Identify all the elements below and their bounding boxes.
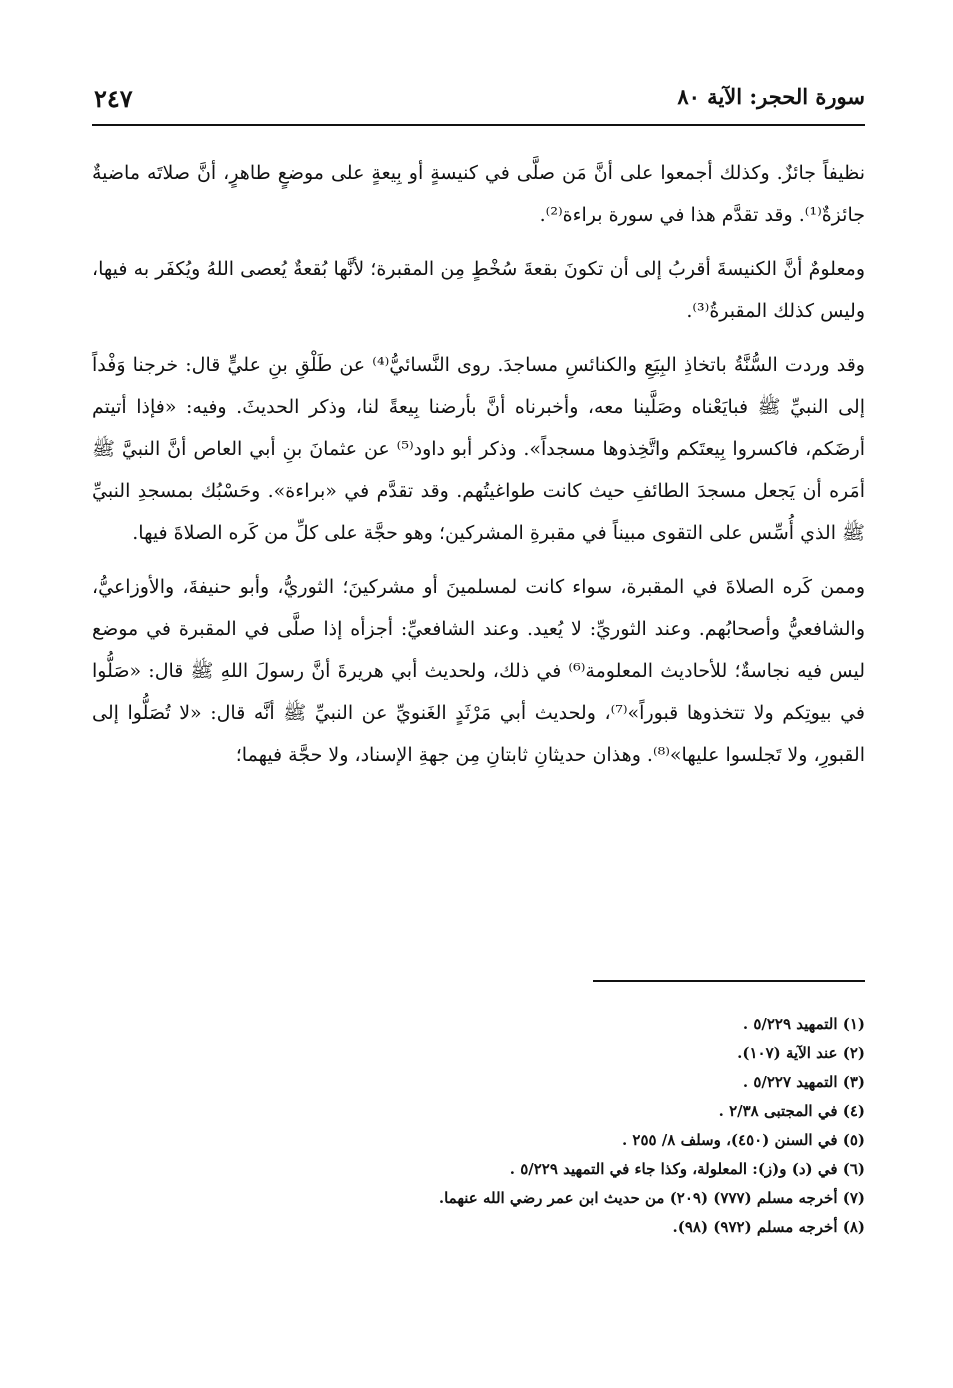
footnote-separator	[593, 980, 865, 982]
footnotes	[265, 1010, 865, 1242]
footnote-1: (١) التمهيد ٥/٢٢٩ .	[742, 1015, 865, 1033]
paragraph-4: وممن كَره الصلاةَ في المقبرة، سواء كانت لمسلمينَ أو مشركينَ؛ الثوريُّ، وأبو حنيفةَ، والأوزاعيُّ، والشافعيُّ وأصحابُهم. وعند الثوريِّ: لا يُعيد. وعند الشافعيِّ: أجزأه إذا صلَّى في المقبرة في موضع ليس فيه نجاسةٌ؛ للأحاديث المعلومة⁽⁶⁾ في ذلك، ولحديث أبي هريرةَ أنَّ رسولَ اللهِ ﷺ قال: «صَلُّوا في بيوتِكم ولا تتخذوها قبوراً»⁽⁷⁾، ولحديث أبي مَرْثَدٍ الغَنويِّ عن النبيِّ ﷺ أنَّه قال: «لا تُصَلُّوا إلى القبورِ، ولا تَجلسوا عليها»⁽⁸⁾. وهذان حديثانِ ثابتانِ مِن جهةِ الإسناد، ولا حجَّة فيهما؛	[92, 576, 865, 766]
header-title: سورة الحجر: الآية ٨٠	[677, 84, 865, 109]
footnote-4: (٤) في المجتبى ٢/٣٨ .	[718, 1102, 865, 1120]
paragraph-3: وقد وردت السُّنَّةُ باتخاذِ البِيَعِ والكنائسِ مساجدَ. روى النَّسائيُّ⁽⁴⁾ عن طَلْقِ بنِ عليٍّ قال: خرجنا وَفْداً إلى النبيِّ ﷺ فبايَعْناه وصَلَّينا معه، وأخبرناه أنَّ بأرضنا بِيعةً لنا، وذكر الحديثَ. وفيه: «فإذا أتيتم أرضَكم، فاكسروا بِيعتَكم واتَّخِذوها مسجداً». وذكر أبو داود⁽⁵⁾ عن عثمانَ بنِ أبي العاص أنَّ النبيَّ ﷺ أمَره أن يَجعل مسجدَ الطائفِ حيث كانت طواغيتُهم. وقد تقدَّم في «براءة». وحَسْبُك بمسجدِ النبيِّ ﷺ الذي أُسِّس على التقوى مبيناً في مقبرةِ المشركين؛ وهو حجَّة على كلِّ من كَره الصلاةَ فيها.	[92, 354, 865, 544]
running-header	[92, 74, 865, 126]
footnote-7: (٧) أخرجه مسلم (٧٧٧) (٢٠٩) من حديث ابن عمر رضي الله عنهما.	[438, 1189, 865, 1207]
footnote-5: (٥) في السنن (٤٥٠)، وسلف ٨/ ٢٥٥ .	[621, 1131, 865, 1149]
paragraph-1: نظيفاً جائزٌ. وكذلك أجمعوا على أنَّ مَن صلَّى في كنيسةٍ أو بِيعةٍ على موضعٍ طاهرٍ، أنَّ صلاتَه ماضيةٌ جائزةٌ⁽¹⁾. وقد تقدَّم هذا في سورة براءة⁽²⁾.	[92, 162, 865, 226]
paragraph-2: ومعلومٌ أنَّ الكنيسةَ أقربُ إلى أن تكونَ بقعةَ سُخْطٍ مِن المقبرة؛ لأنَّها بُقعةٌ يُعصى اللهُ ويُكفَر به فيها، وليس كذلك المقبرةُ⁽³⁾.	[92, 258, 865, 322]
footnote-3: (٣) التمهيد ٥/٢٢٧ .	[742, 1073, 865, 1091]
footnote-8: (٨) أخرجه مسلم (٩٧٢) (٩٨).	[672, 1218, 865, 1236]
footnote-6: (٦) في (د) و(ز): المعلولة، وكذا جاء في التمهيد ٥/٢٢٩ .	[509, 1160, 865, 1178]
page-number: ٢٤٧	[94, 84, 133, 113]
footnote-2: (٢) عند الآية (١٠٧).	[737, 1044, 865, 1062]
main-text	[92, 152, 865, 788]
